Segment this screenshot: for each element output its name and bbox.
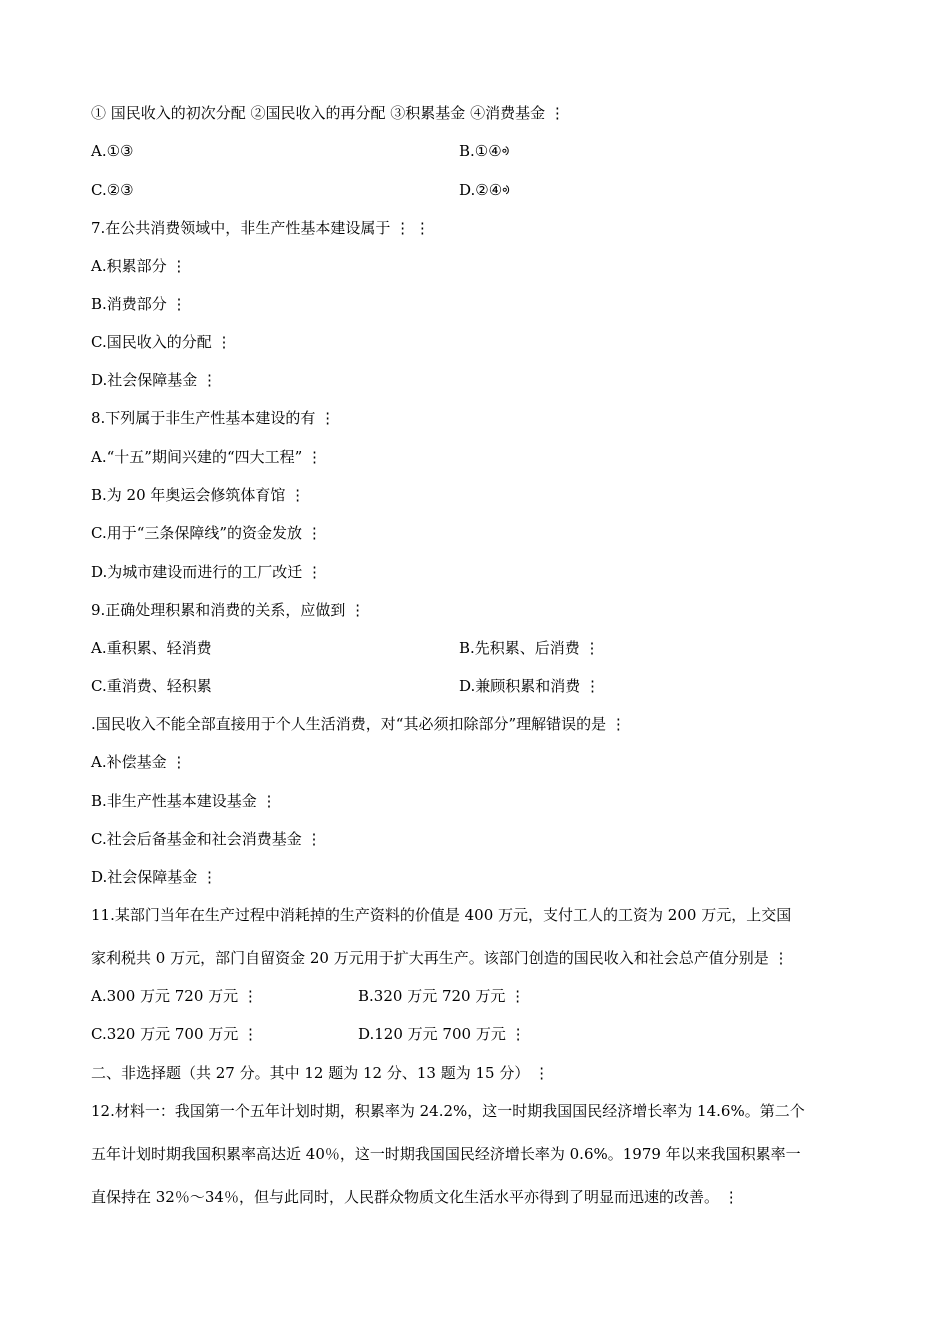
q7-option-b: B.消费部分 ⋮ xyxy=(91,295,187,313)
q10-option-d: D.社会保障基金 ⋮ xyxy=(91,868,218,886)
q11-stem-line-1: 11.某部门当年在生产过程中消耗掉的生产资料的价值是 400 万元，支付工人的工资为 200 万元，上交国 xyxy=(91,906,792,924)
q9-option-c: C.重消费、轻积累 xyxy=(91,677,212,695)
q6-option-a: A.①③ xyxy=(91,142,134,160)
q7-option-a: A.积累部分 ⋮ xyxy=(91,257,187,275)
q11-option-b: B.320 万元 720 万元 ⋮ xyxy=(358,987,526,1005)
q11-option-d: D.120 万元 700 万元 ⋮ xyxy=(358,1025,526,1043)
q12-material-line-2: 五年计划时期我国积累率高达近 40％，这一时期我国国民经济增长率为 0.6%。1979 年以来我国积累率一 xyxy=(91,1145,801,1163)
q9-stem: 9.正确处理积累和消费的关系，应做到 ⋮ xyxy=(91,601,366,619)
q9-option-a: A.重积累、轻消费 xyxy=(91,639,212,657)
q6-option-d: D.②④ᢀ xyxy=(459,181,510,199)
stray-glyph: ᢀ xyxy=(502,184,510,199)
q7-stem: 7.在公共消费领域中，非生产性基本建设属于 ⋮ ⋮ xyxy=(91,219,430,237)
q7-option-c: C.国民收入的分配 ⋮ xyxy=(91,333,232,351)
q12-material-line-1: 12.材料一：我国第一个五年计划时期，积累率为 24.2%，这一时期我国国民经济增长率为 14.6%。第二个 xyxy=(91,1102,805,1120)
q11-stem-line-2: 家利税共 0 万元，部门自留资金 20 万元用于扩大再生产。该部门创造的国民收入和社会总产值分别是 ⋮ xyxy=(91,949,789,967)
q10-option-a: A.补偿基金 ⋮ xyxy=(91,753,187,771)
q8-option-b: B.为 20 年奥运会修筑体育馆 ⋮ xyxy=(91,486,306,504)
q6-option-c: C.②③ xyxy=(91,181,134,199)
q11-option-c: C.320 万元 700 万元 ⋮ xyxy=(91,1025,259,1043)
q6-stem: ① 国民收入的初次分配 ②国民收入的再分配 ③积累基金 ④消费基金 ⋮ xyxy=(91,104,565,122)
q9-option-b: B.先积累、后消费 ⋮ xyxy=(459,639,600,657)
q8-stem: 8.下列属于非生产性基本建设的有 ⋮ xyxy=(91,409,336,427)
q11-option-a: A.300 万元 720 万元 ⋮ xyxy=(91,987,258,1005)
q8-option-d: D.为城市建设而进行的工厂改迁 ⋮ xyxy=(91,563,323,581)
q10-stem: .国民收入不能全部直接用于个人生活消费，对“其必须扣除部分”理解错误的是 ⋮ xyxy=(91,715,626,733)
q7-option-d: D.社会保障基金 ⋮ xyxy=(91,371,218,389)
q6-option-b: B.①④ᢀ xyxy=(459,142,510,160)
section-heading-non-choice: 二、非选择题（共 27 分。其中 12 题为 12 分、13 题为 15 分） ⋮ xyxy=(91,1064,550,1082)
q8-option-c: C.用于“三条保障线”的资金发放 ⋮ xyxy=(91,524,322,542)
q9-option-d: D.兼顾积累和消费 ⋮ xyxy=(459,677,601,695)
stray-glyph: ᢀ xyxy=(501,145,510,160)
q10-option-b: B.非生产性基本建设基金 ⋮ xyxy=(91,792,277,810)
q8-option-a: A.“十五”期间兴建的“四大工程” ⋮ xyxy=(91,448,323,466)
q10-option-c: C.社会后备基金和社会消费基金 ⋮ xyxy=(91,830,322,848)
q12-material-line-3: 直保持在 32％～34％，但与此同时，人民群众物质文化生活水平亦得到了明显而迅速的改善。 ⋮ xyxy=(91,1188,739,1206)
